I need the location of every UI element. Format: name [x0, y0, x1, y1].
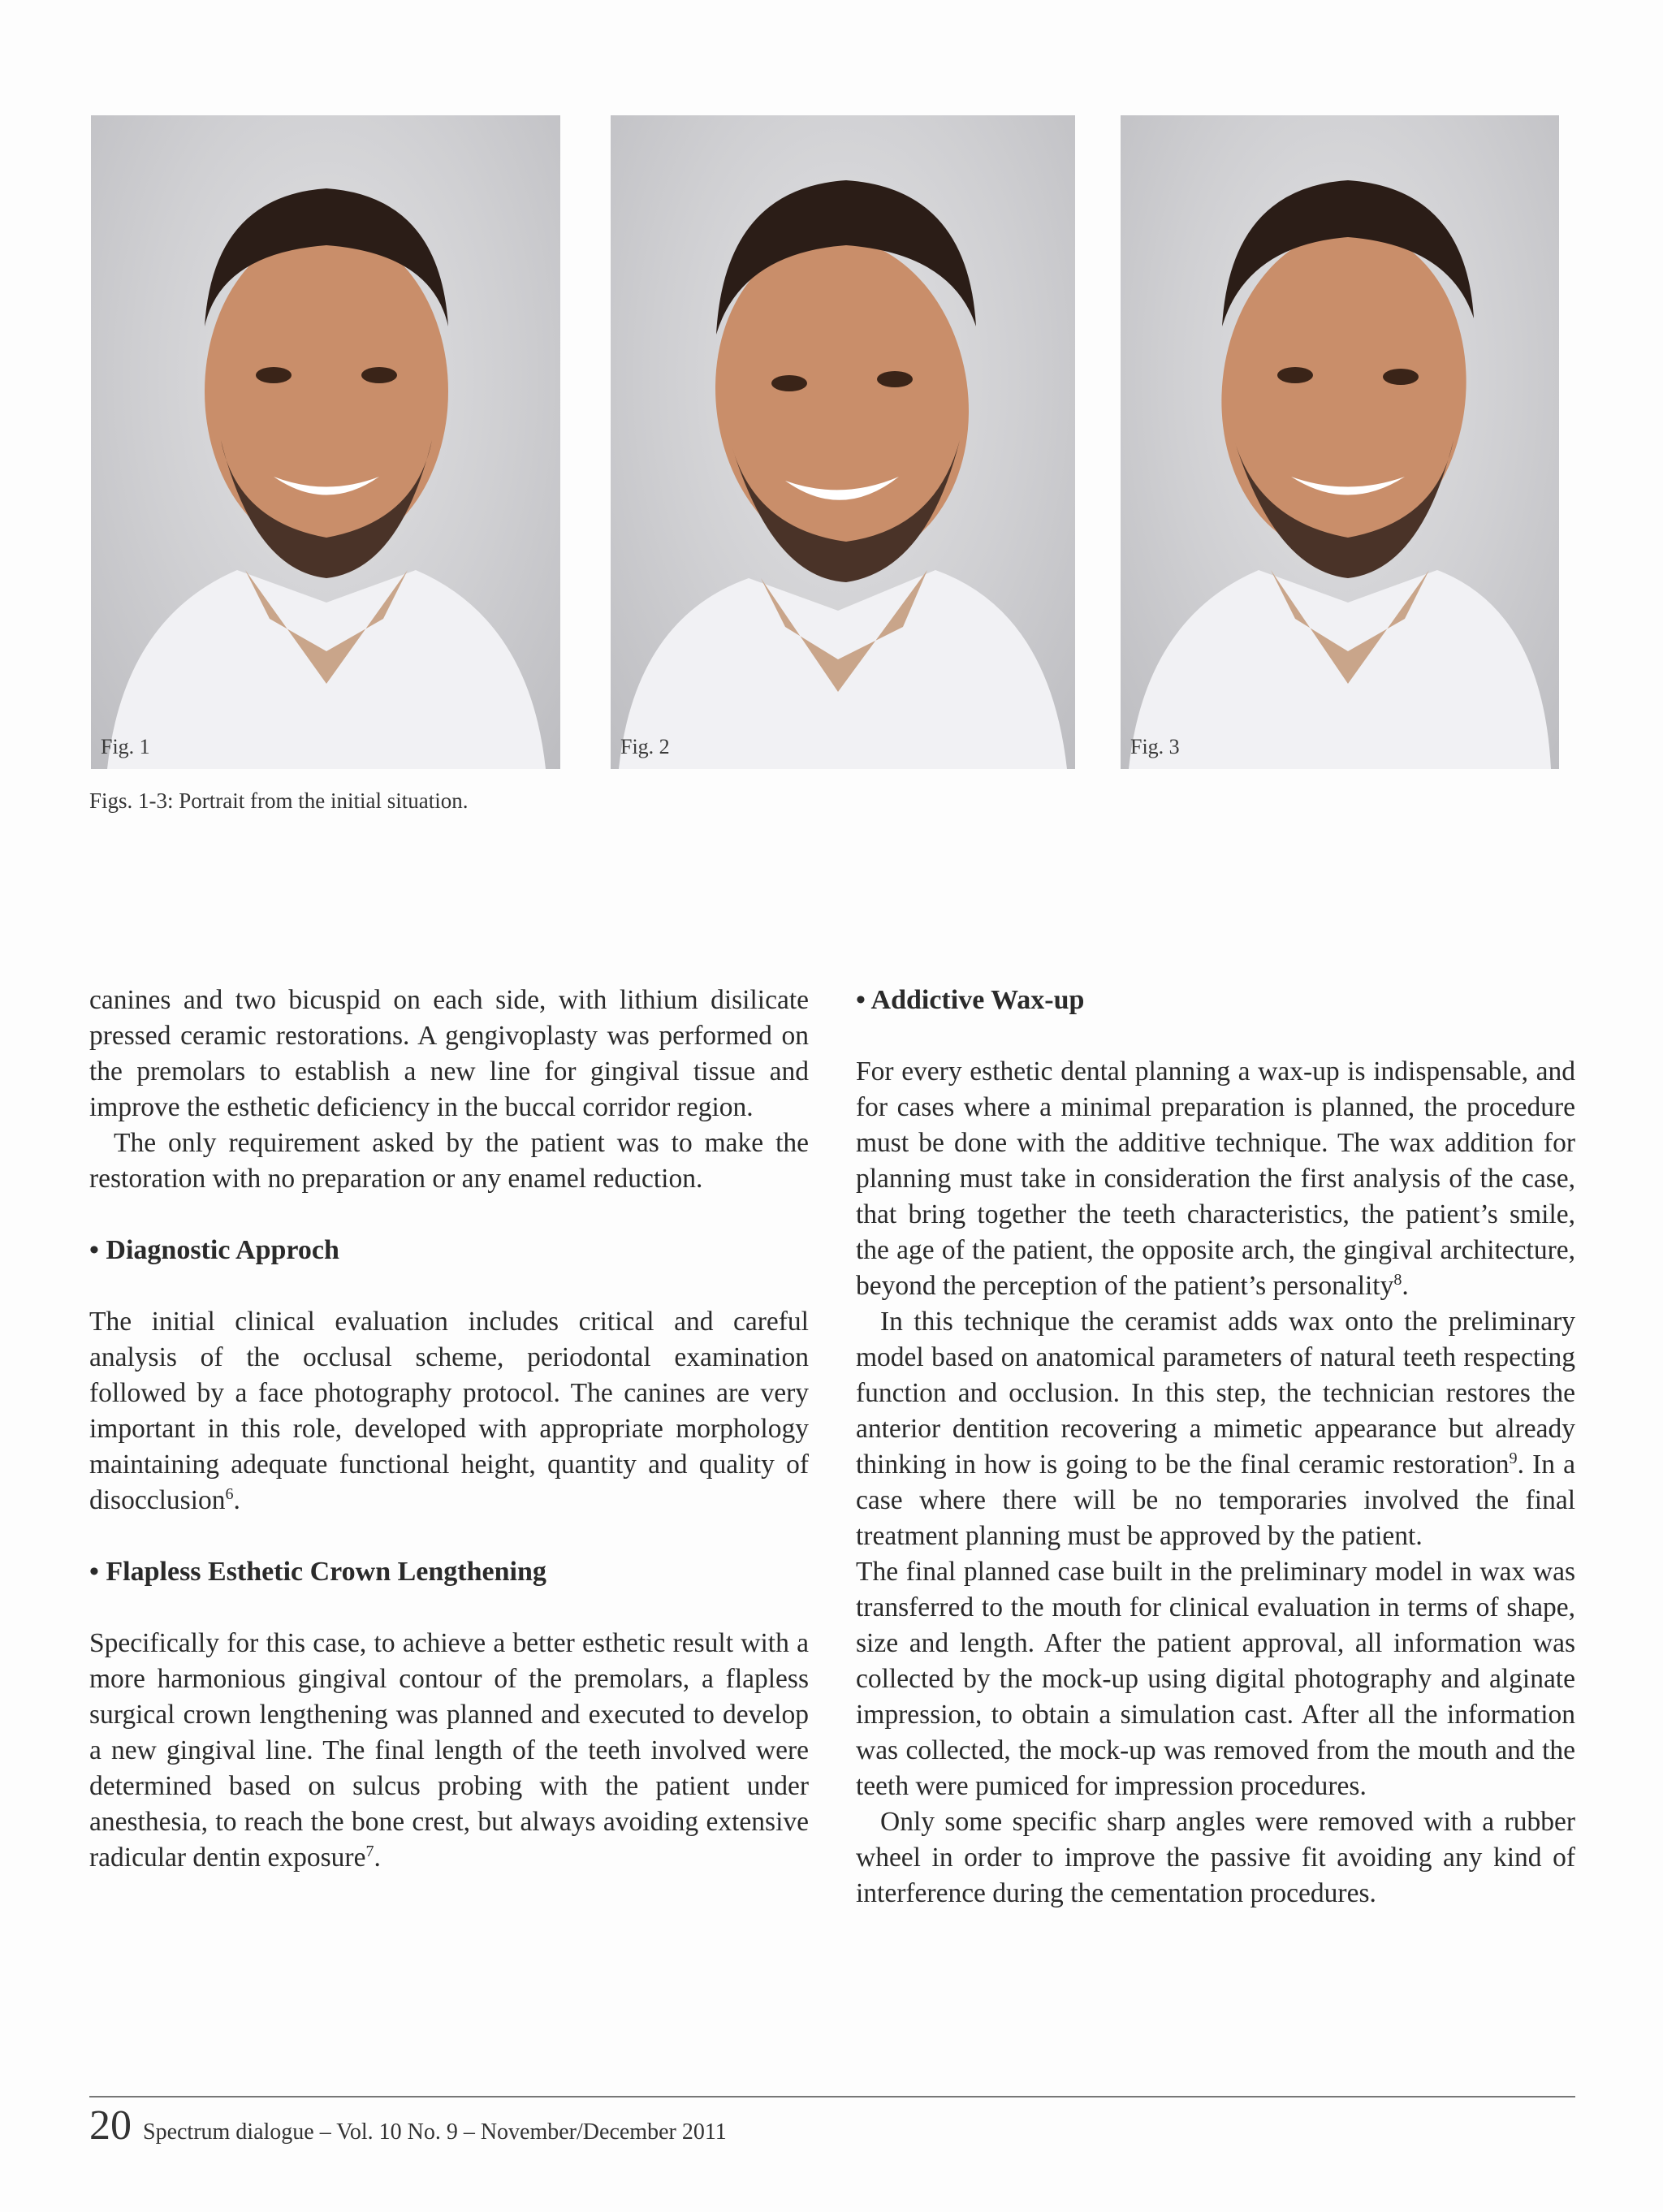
journal-citation: Spectrum dialogue – Vol. 10 No. 9 – November/December 2011 — [143, 2119, 727, 2145]
reference-number: 8 — [1393, 1270, 1402, 1289]
figure-label: Fig. 3 — [1130, 735, 1180, 758]
figure-2-photo — [611, 115, 1075, 769]
paragraph: Specifically for this case, to achieve a better esthetic result with a more harmonious gingival contour of the premolars, a flapless surgical crown lengthening was planned and executed to develop a new gingival line. The final length of the teeth involved were determined based on sulcus probing with the patient under anesthesia, to reach the bone crest, but always avoiding extensive radicular dentin exposure$^7$. — [89, 1628, 809, 1873]
paragraph: In this technique the ceramist adds wax onto the preliminary model based on anatomical parameters of natural teeth respecting function and occlusion. In this step, the technician restores the anterior dentition recovering a mimetic appearance but already thinking in how is going to be the final ceramic restoration$^9$. In a case where there will be no temporaries involved the final treatment planning must be approved by the patient. — [856, 1307, 1575, 1551]
reference-number: 6 — [225, 1484, 234, 1503]
section-heading: • Flapless Esthetic Crown Lengthening — [89, 1557, 546, 1587]
paragraph: The initial clinical evaluation includes critical and careful analysis of the occlusal scheme, periodontal examination followed by a face photography protocol. The canines are very important in this role, developed with appropriate morphology maintaining adequate functional height, quantity and quality of disocclusion$^6$. — [89, 1307, 809, 1515]
page-number: 20 — [89, 2102, 132, 2149]
portrait-image — [91, 115, 560, 769]
figure-label: Fig. 1 — [101, 735, 150, 758]
section-heading: • Diagnostic Approch — [89, 1235, 339, 1265]
figure-1-photo — [91, 115, 560, 769]
portrait-image — [1121, 115, 1559, 769]
paragraph: Only some specific sharp angles were removed with a rubber wheel in order to improve the passive fit avoiding any kind of interference during the cementation procedures. — [856, 1807, 1575, 1908]
reference-number: 9 — [1509, 1449, 1518, 1467]
paragraph: The only requirement asked by the patient was to make the restoration with no preparation or any enamel reduction. — [89, 1128, 809, 1194]
section-heading: • Addictive Wax-up — [856, 985, 1085, 1015]
reference-number: 7 — [365, 1842, 374, 1860]
paragraph: canines and two bicuspid on each side, with lithium disilicate pressed ceramic restorations. A gengivoplasty was performed on the premolars to establish a new line for gingival tissue and improve the esthetic deficiency in the buccal corridor region. — [89, 985, 809, 1122]
figure-caption: Figs. 1-3: Portrait from the initial situation. — [89, 788, 469, 813]
portrait-image — [611, 115, 1075, 769]
footer-divider — [89, 2096, 1575, 2098]
right-column — [856, 983, 1575, 1912]
figure-3-photo — [1121, 115, 1559, 769]
page-footer — [89, 2102, 727, 2149]
paragraph: For every esthetic dental planning a wax-up is indispensable, and for cases where a minimal preparation is planned, the procedure must be done with the additive technique. The wax addition for planning must take in consideration the first analysis of the case, that bring together the teeth characteristics, the patient’s smile, the age of the patient, the opposite arch, the gingival architecture, beyond the perception of the patient’s personality$^8$. — [856, 1056, 1575, 1301]
paragraph: The final planned case built in the preliminary model in wax was transferred to the mouth for clinical evaluation in terms of shape, size and length. After the patient approval, all information was collected by the mock-up using digital photography and alginate impression, to obtain a simulation cast. After all the information was collected, the mock-up was removed from the mouth and the teeth were pumiced for impression procedures. — [856, 1557, 1575, 1801]
figure-label: Fig. 2 — [620, 735, 670, 758]
left-column — [89, 983, 809, 1876]
